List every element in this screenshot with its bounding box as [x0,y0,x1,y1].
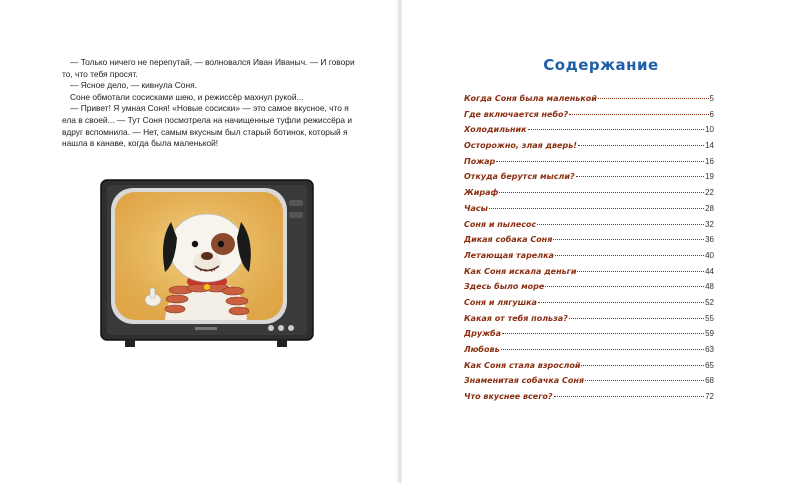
contents-entry-page: 68 [705,376,714,386]
contents-entry[interactable] [464,157,714,173]
contents-entry-leader [576,176,704,177]
contents-entry-page: 59 [705,329,714,339]
contents-entry-leader [537,224,704,225]
contents-entry-title: Жираф [464,188,499,198]
contents-entry-page: 22 [705,188,714,198]
contents-entry[interactable] [464,251,714,267]
contents-entry-page: 52 [705,297,714,307]
contents-entry-title: Соня и пылесос [464,219,537,229]
contents-entry-leader [489,208,704,209]
contents-entry-page: 14 [705,141,714,151]
tv-with-dog-icon [95,178,320,353]
contents-entry-page: 40 [705,250,714,260]
contents-entry-title: Часы [464,203,488,213]
story-paragraph: — Ясное дело, — кивнула Соня. [70,80,197,91]
contents-entry-page: 32 [705,219,714,229]
story-text [62,57,358,150]
contents-entry-title: Здесь было море [464,282,545,292]
contents-entry-title: Откуда берутся мысли? [464,172,575,182]
contents-entry[interactable] [464,141,714,157]
contents-entry-title: Пожар [464,156,496,166]
contents-entry-title: Летающая тарелка [464,250,554,260]
contents-entry[interactable] [464,282,714,298]
contents-entry-title: Осторожно, злая дверь! [464,141,577,151]
contents-list [464,94,714,408]
contents-entry[interactable] [464,361,714,377]
contents-entry[interactable] [464,235,714,251]
contents-entry[interactable] [464,125,714,141]
contents-entry-leader [501,349,704,350]
contents-title: Содержание [543,56,659,74]
contents-entry-page: 55 [705,313,714,323]
contents-entry[interactable] [464,220,714,236]
contents-entry[interactable] [464,314,714,330]
contents-entry-leader [598,98,709,99]
contents-entry-title: Как Соня искала деньги [464,266,577,276]
contents-entry-page: 5 [709,94,714,103]
contents-entry[interactable] [464,94,714,110]
contents-entry-leader [553,239,704,240]
contents-entry[interactable] [464,345,714,361]
contents-entry[interactable] [464,329,714,345]
contents-entry-title: Дружба [464,329,502,339]
story-paragraph: — Только ничего не перепутай, — волновался Иван Иваныч. — И говори то, что тебя просят. [62,57,355,79]
contents-entry-page: 10 [705,125,714,135]
contents-entry-title: Соня и лягушка [464,297,537,307]
left-page [0,0,398,483]
contents-entry-title: Какая от тебя польза? [464,313,568,323]
contents-entry-leader [569,114,708,115]
contents-entry-title: Как Соня стала взрослой [464,360,581,370]
contents-entry-leader [554,396,705,397]
contents-entry-leader [545,286,704,287]
contents-entry[interactable] [464,376,714,392]
contents-entry-page: 16 [705,156,714,166]
contents-entry[interactable] [464,110,714,126]
contents-entry-page: 6 [709,109,714,119]
contents-entry-title: Любовь [464,345,500,354]
contents-entry-leader [585,380,704,381]
contents-entry-page: 65 [705,360,714,370]
contents-entry-page: 28 [705,203,714,213]
contents-entry-title: Что вкуснее всего? [464,392,553,402]
contents-entry[interactable] [464,204,714,220]
contents-entry-title: Когда Соня была маленькой [464,94,597,103]
contents-entry-leader [578,145,704,146]
contents-entry-title: Холодильник [464,125,527,135]
contents-entry-leader [577,271,704,272]
contents-entry-leader [569,318,704,319]
contents-entry-page: 48 [705,282,714,292]
contents-entry-page: 63 [705,345,714,354]
story-paragraph: — Привет! Я умная Соня! «Новые сосиски» — это самое вкусное, что я ела в своей... — Тут Соня посмотрела на начищенные туфли режиссёра и вдруг вспомнила. — Нет, самым вкусным был старый ботинок, который я нашла в канаве, когда была маленькой! [62,103,353,149]
contents-entry-leader [499,192,704,193]
contents-entry[interactable] [464,267,714,283]
contents-entry-leader [496,161,704,162]
contents-entry-leader [555,255,704,256]
contents-entry-title: Дикая собака Соня [464,235,553,245]
contents-entry[interactable] [464,392,714,408]
contents-entry-page: 19 [705,172,714,182]
contents-entry[interactable] [464,298,714,314]
contents-entry-page: 44 [705,266,714,276]
contents-entry[interactable] [464,188,714,204]
contents-entry-page: 36 [705,235,714,245]
contents-entry-leader [538,302,704,303]
contents-entry-leader [528,129,705,130]
contents-entry[interactable] [464,172,714,188]
contents-entry-page: 72 [705,392,714,402]
contents-entry-leader [502,333,704,334]
story-paragraph: Соне обмотали сосисками шею, и режиссёр махнул рукой... [70,91,304,102]
contents-entry-title: Знаменитая собачка Соня [464,376,585,386]
contents-entry-leader [581,365,704,366]
contents-entry-title: Где включается небо? [464,109,569,119]
